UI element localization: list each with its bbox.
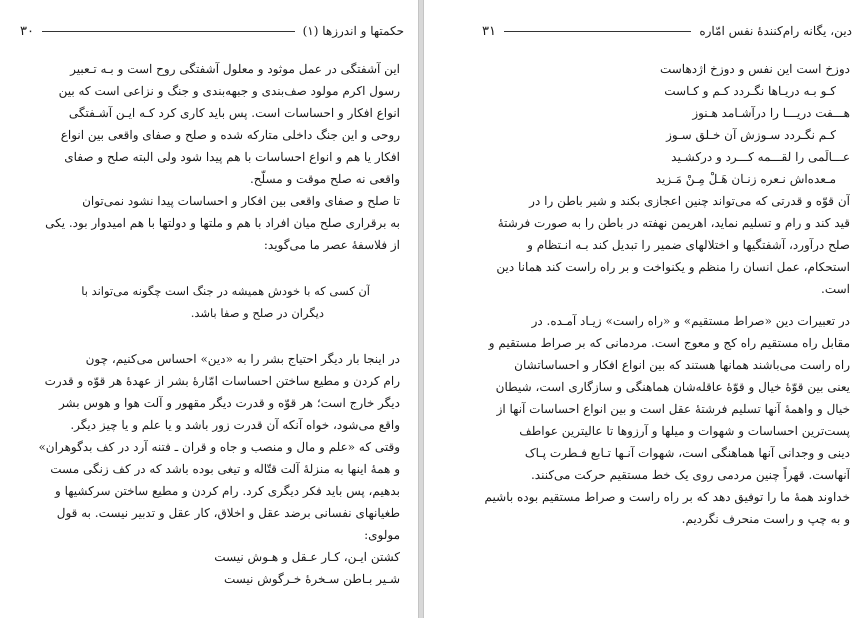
poem-verses bbox=[484, 58, 850, 190]
text-line: مقابل راه مستقیم راه کج و معوج است. مردمانی که بر صراط مستقیم و bbox=[488, 336, 850, 350]
text-line: واقع می‌شود، خواه آنکه آن قدرت زور باشد و یا علم و یا چیز دیگر. bbox=[70, 418, 400, 432]
verse-line: عـــالَمی را لقـــمه کـــرد و درکشـید bbox=[671, 150, 850, 164]
right-page-number: ۳۱ bbox=[482, 23, 496, 39]
text-line: انواع افکار و احساسات است. پس باید کاری کرد کـه ایـن آشـفتگی bbox=[68, 106, 400, 120]
left-page bbox=[0, 0, 418, 618]
verse-line: شـیر بـاطن سـخرهٔ خـرگوش نیست bbox=[223, 572, 400, 586]
left-page-number: ۳۰ bbox=[20, 23, 34, 39]
header-rule bbox=[42, 31, 295, 32]
verse-line: مـعده‌اش نـعره زنـان هَـلْ مِـنْ مَـزید bbox=[655, 172, 836, 186]
right-page bbox=[424, 0, 864, 618]
right-page-body bbox=[484, 58, 850, 530]
text-line: تا صلح و صفای واقعی بین افکار و احساسات پیدا نشود نمی‌توان bbox=[82, 194, 400, 208]
text-line: از فلاسفهٔ عصر ما می‌گوید: bbox=[263, 238, 400, 252]
text-line: در تعبیرات دین «صراط مستقیم» و «راه راست» زیـاد آمـده. در bbox=[531, 314, 850, 328]
quote-line: دیگران در صلح و صفا باشد. bbox=[190, 306, 324, 320]
header-rule bbox=[504, 31, 691, 32]
text-line: رام کردن و مطیع ساختن احساسات امّارهٔ بشر از عهدهٔ هر قوّه و قدرت bbox=[44, 374, 400, 388]
verse-line: کـو بـه دریـاها نگـردد کـم و کـاست bbox=[664, 84, 836, 98]
text-line: استحکام، عمل انسان را منظم و یکنواخت و بر راه راست کند همانا دین bbox=[496, 260, 850, 274]
text-line: بدهیم، پس باید فکر دیگری کرد. رام کردن و مطیع ساختن سرکشیها و bbox=[55, 484, 400, 498]
poem-verse bbox=[18, 546, 400, 590]
text-line: و همهٔ اینها به منزلهٔ آلت قتّاله و تیغی بوده باشد که در کف زنگی مست bbox=[50, 462, 400, 476]
text-line: آن قوّه و قدرتی که می‌تواند چنین اعجازی بکند و شیر باطن را در bbox=[529, 194, 850, 208]
text-line: صلح درآورد، آشفتگیها و اختلالهای ضمیر را تبدیل کند بـه انـتظام و bbox=[527, 238, 850, 252]
left-paragraph-1 bbox=[18, 58, 400, 190]
text-line: یعنی بین قوّهٔ خیال و قوّهٔ عاقله‌شان هماهنگی و سازگاری است، شیطان bbox=[495, 380, 850, 394]
verse-line: دوزخ است این نفس و دوزخ اژدهاست bbox=[659, 62, 850, 76]
text-line: دینی و وجدانی آنها هماهنگی است، شهوات آنـها تـابع فـطرت پـاک bbox=[524, 446, 850, 460]
text-line: خداوند همهٔ ما را توفیق دهد که بر راه راست و صراط مستقیم بوده باشیم bbox=[484, 490, 850, 504]
verse-line: کشتن ایـن، کـار عـقل و هـوش نیست bbox=[214, 550, 400, 564]
verse-line: کـم نگـردد سـوزش آن خـلق سـوز bbox=[666, 128, 836, 142]
text-line: و به چپ و راست منحرف نگردیم. bbox=[681, 512, 850, 526]
quote-line: آن کسی که با خودش همیشه در جنگ است چگونه می‌تواند با bbox=[81, 284, 370, 298]
text-line: به برقراری صلح میان افراد با هم و ملتها و دولتها با هم امیدوار بود. یکی bbox=[45, 216, 400, 230]
text-line: قید کند و رام و تسلیم نماید، اهریمن نهفته در باطن را به صورت فرشتهٔ bbox=[497, 216, 850, 230]
left-paragraph-3 bbox=[18, 348, 400, 546]
left-page-header bbox=[20, 22, 404, 40]
left-paragraph-2 bbox=[18, 190, 400, 256]
text-line: آنهاست. قهراً چنین مردمی روی یک خط مستقیم حرکت می‌کنند. bbox=[530, 468, 850, 482]
text-line: واقعی نه صلح موقت و مسلّح. bbox=[249, 172, 400, 186]
text-line: پست‌ترین احساسات و شهوات و میلها و آرزوها تا عالیترین عواطف bbox=[519, 424, 850, 438]
text-line: است. bbox=[821, 282, 850, 296]
text-line: روحی و این جنگ داخلی متارکه شده و صلح و صفای واقعی بین انواع bbox=[60, 128, 400, 142]
text-line: طغیانهای نفسانی برضد عقل و اخلاق، کار عقل و تدبیر نیست. به قول bbox=[56, 506, 400, 520]
text-line: افکار یا هم و انواع احساسات با هم پیدا شود ولی البته صلح و صفای bbox=[64, 150, 400, 164]
text-line: در اینجا بار دیگر احتیاج بشر را به «دین» احساس می‌کنیم، چون bbox=[85, 352, 400, 366]
text-line: وقتی که «علم و مال و منصب و جاه و قران ـ فتنه آرد در کف بدگوهران» bbox=[38, 440, 400, 454]
right-running-title: دین، یگانه رام‌کنندهٔ نفس امّاره bbox=[699, 24, 852, 38]
text-line: رسول اکرم مولود صف‌بندی و جبهه‌بندی و جنگ و نزاعی است که بین bbox=[58, 84, 400, 98]
block-quote bbox=[18, 280, 400, 324]
left-page-body bbox=[18, 58, 400, 590]
right-paragraph-2 bbox=[484, 310, 850, 530]
text-line: دیگر خارج است؛ هر قوّه و قدرت دیگر مقهور و آلت هوا و هوس بشر bbox=[58, 396, 400, 410]
text-line: این آشفتگی در عمل موثود و معلول آشفتگی روح است و بـه تـعبیر bbox=[70, 62, 400, 76]
left-running-title: حکمتها و اندرزها (۱) bbox=[302, 24, 404, 38]
right-page-header bbox=[482, 22, 852, 40]
text-line: خیال و واهمهٔ آنها تسلیم فرشتهٔ عقل است و بین انواع احساسات آنها از bbox=[496, 402, 850, 416]
verse-line: هـــفت دریـــا را درآشـامد هـنوز bbox=[692, 106, 850, 120]
text-line: مولوی: bbox=[364, 528, 400, 542]
text-line: راه راست می‌باشند همانها هستند که بین انواع افکار و احساساتشان bbox=[514, 358, 850, 372]
right-paragraph-1 bbox=[484, 190, 850, 300]
